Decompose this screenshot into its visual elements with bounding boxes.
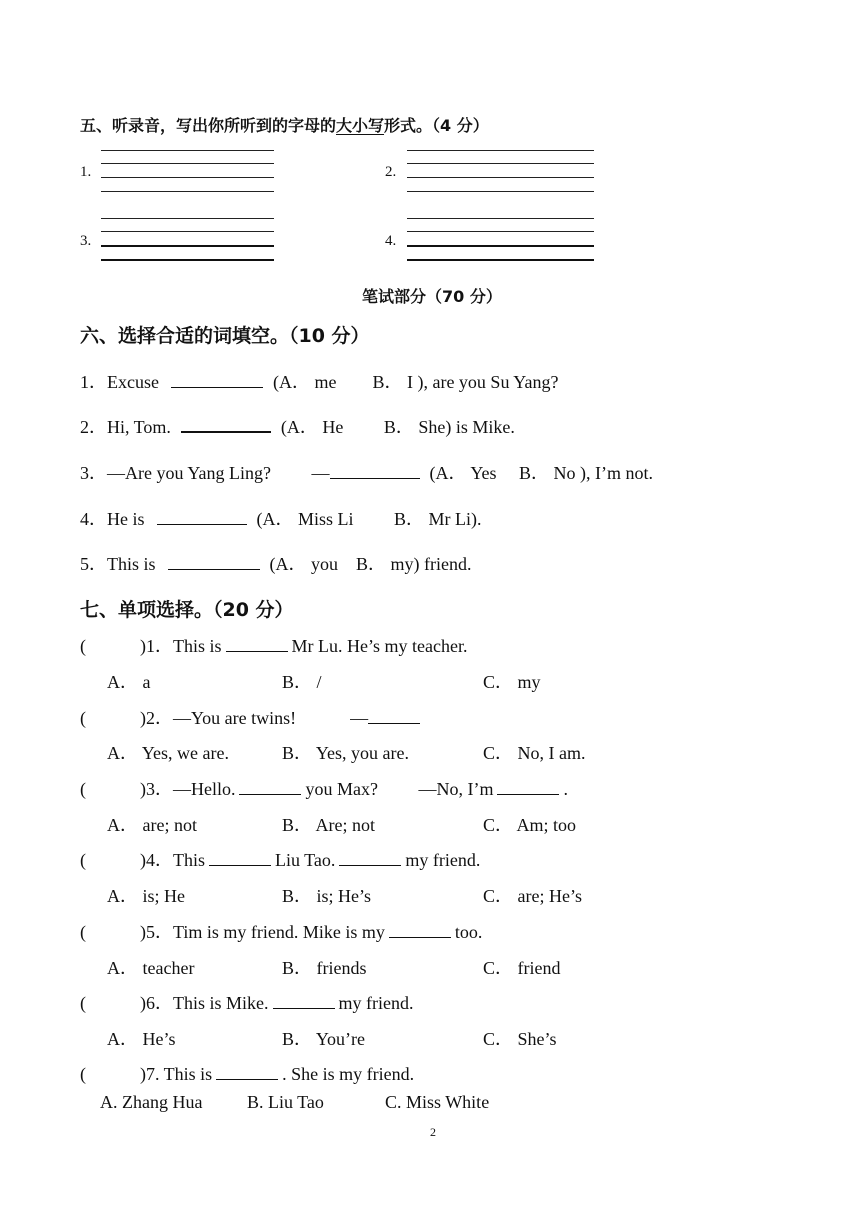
s7-q4-option-c[interactable]: C． are; He’s <box>483 886 582 906</box>
question-text: ( )5．Tim is my friend. Mike is my <box>80 922 385 942</box>
s7-q4-option-b[interactable]: B． is; He’s <box>282 886 372 906</box>
s7-question-1 <box>80 632 467 658</box>
question-text: you Max? —No, I’m <box>305 779 494 799</box>
question-text: too. <box>454 922 483 942</box>
section5-title <box>80 113 489 136</box>
s7-q1-option-a[interactable]: A． a <box>107 672 151 692</box>
question-text: (A． me B． I ), are you Su Yang? <box>272 372 559 392</box>
question-text: ( )4．This <box>80 850 205 870</box>
question-text: (A． Miss Li B． Mr Li). <box>256 509 482 529</box>
writing-lines-4[interactable] <box>407 218 594 263</box>
s7-question-7 <box>80 1060 414 1086</box>
s7-q6-option-b[interactable]: B． You’re <box>282 1029 366 1049</box>
s7-question-3 <box>80 775 568 801</box>
item-1-number: 1. <box>80 164 92 180</box>
item-3-number: 3. <box>80 233 92 249</box>
answer-blank[interactable] <box>389 936 451 938</box>
item-2-number: 2. <box>385 164 397 180</box>
s7-question-2 <box>80 704 424 730</box>
answer-blank[interactable] <box>157 523 247 525</box>
question-text: . <box>563 779 568 799</box>
question-text: . She is my friend. <box>282 1064 415 1084</box>
s7-q3-option-a[interactable]: A． are; not <box>107 815 197 835</box>
s7-q1-option-b[interactable]: B． / <box>282 672 322 692</box>
s7-question-5 <box>80 918 482 944</box>
writing-lines-1[interactable] <box>101 150 274 195</box>
answer-blank[interactable] <box>181 430 271 433</box>
section6-title: 六、选择合适的词填空。（10 分） <box>80 325 370 347</box>
question-text: 5．This is <box>80 554 156 574</box>
s7-q2-option-a[interactable]: A． Yes, we are. <box>107 743 229 763</box>
s7-q5-option-c[interactable]: C． friend <box>483 958 561 978</box>
answer-blank[interactable] <box>339 864 401 866</box>
answer-blank[interactable] <box>330 477 420 479</box>
s7-q1-option-c[interactable]: C． my <box>483 672 541 692</box>
s7-q3-option-b[interactable]: B． Are; not <box>282 815 375 835</box>
s6-question-5 <box>80 550 472 576</box>
answer-blank[interactable] <box>273 1007 335 1009</box>
question-text: 4．He is <box>80 509 145 529</box>
question-text: 1．Excuse <box>80 372 159 392</box>
answer-blank[interactable] <box>209 864 271 866</box>
s7-q2-option-b[interactable]: B． Yes, you are. <box>282 743 410 763</box>
question-text: 3．—Are you Yang Ling? — <box>80 463 330 483</box>
s7-q6-option-a[interactable]: A． He’s <box>107 1029 176 1049</box>
s7-question-6 <box>80 989 413 1015</box>
answer-blank[interactable] <box>216 1078 278 1080</box>
question-text: Liu Tao. <box>275 850 336 870</box>
page-number: 2 <box>430 1125 436 1139</box>
writing-lines-3[interactable] <box>101 218 274 263</box>
question-text: ( )7. This is <box>80 1064 213 1084</box>
question-text: my friend. <box>338 993 414 1013</box>
question-text: (A． He B． She) is Mike. <box>280 417 515 437</box>
answer-blank[interactable] <box>368 722 420 724</box>
section7-title: 七、单项选择。（20 分） <box>80 599 294 621</box>
question-text: ( )3．—Hello. <box>80 779 236 799</box>
s7-q7-option-a[interactable]: A. Zhang Hua <box>100 1092 203 1112</box>
question-text: (A． Yes B． No ), I’m not. <box>429 463 654 483</box>
writing-lines-2[interactable] <box>407 150 594 195</box>
answer-blank[interactable] <box>171 386 263 388</box>
question-text: Mr Lu. He’s my teacher. <box>291 636 468 656</box>
written-part-heading: 笔试部分（70 分） <box>362 287 502 306</box>
answer-blank[interactable] <box>497 793 559 795</box>
question-text: ( )2．—You are twins! — <box>80 708 369 728</box>
answer-blank[interactable] <box>168 568 260 570</box>
question-text: 2．Hi, Tom. <box>80 417 171 437</box>
s7-q7-option-b[interactable]: B. Liu Tao <box>247 1092 324 1112</box>
s7-q3-option-c[interactable]: C． Am; too <box>483 815 577 835</box>
s7-q2-option-c[interactable]: C． No, I am. <box>483 743 586 763</box>
s7-question-4 <box>80 846 480 872</box>
question-text: (A． you B． my) friend. <box>269 554 472 574</box>
answer-blank[interactable] <box>226 650 288 652</box>
question-text: ( )6．This is Mike. <box>80 993 269 1013</box>
answer-blank[interactable] <box>239 793 301 795</box>
s7-q4-option-a[interactable]: A． is; He <box>107 886 185 906</box>
s6-question-2 <box>80 413 515 439</box>
s6-question-1 <box>80 368 558 394</box>
section5-title-part: 五、听录音，写出你所听到的字母的 <box>80 116 337 135</box>
s6-question-3 <box>80 459 653 485</box>
item-4-number: 4. <box>385 233 397 249</box>
s7-q6-option-c[interactable]: C． She’s <box>483 1029 557 1049</box>
question-text: ( )1．This is <box>80 636 222 656</box>
question-text: my friend. <box>405 850 481 870</box>
s7-q7-option-c[interactable]: C. Miss White <box>385 1092 490 1112</box>
s7-q5-option-a[interactable]: A． teacher <box>107 958 195 978</box>
s6-question-4 <box>80 505 482 531</box>
section5-title-underlined: 大小写 <box>336 116 385 135</box>
section5-title-part: 形式。（4 分） <box>384 116 489 135</box>
s7-q5-option-b[interactable]: B． friends <box>282 958 367 978</box>
